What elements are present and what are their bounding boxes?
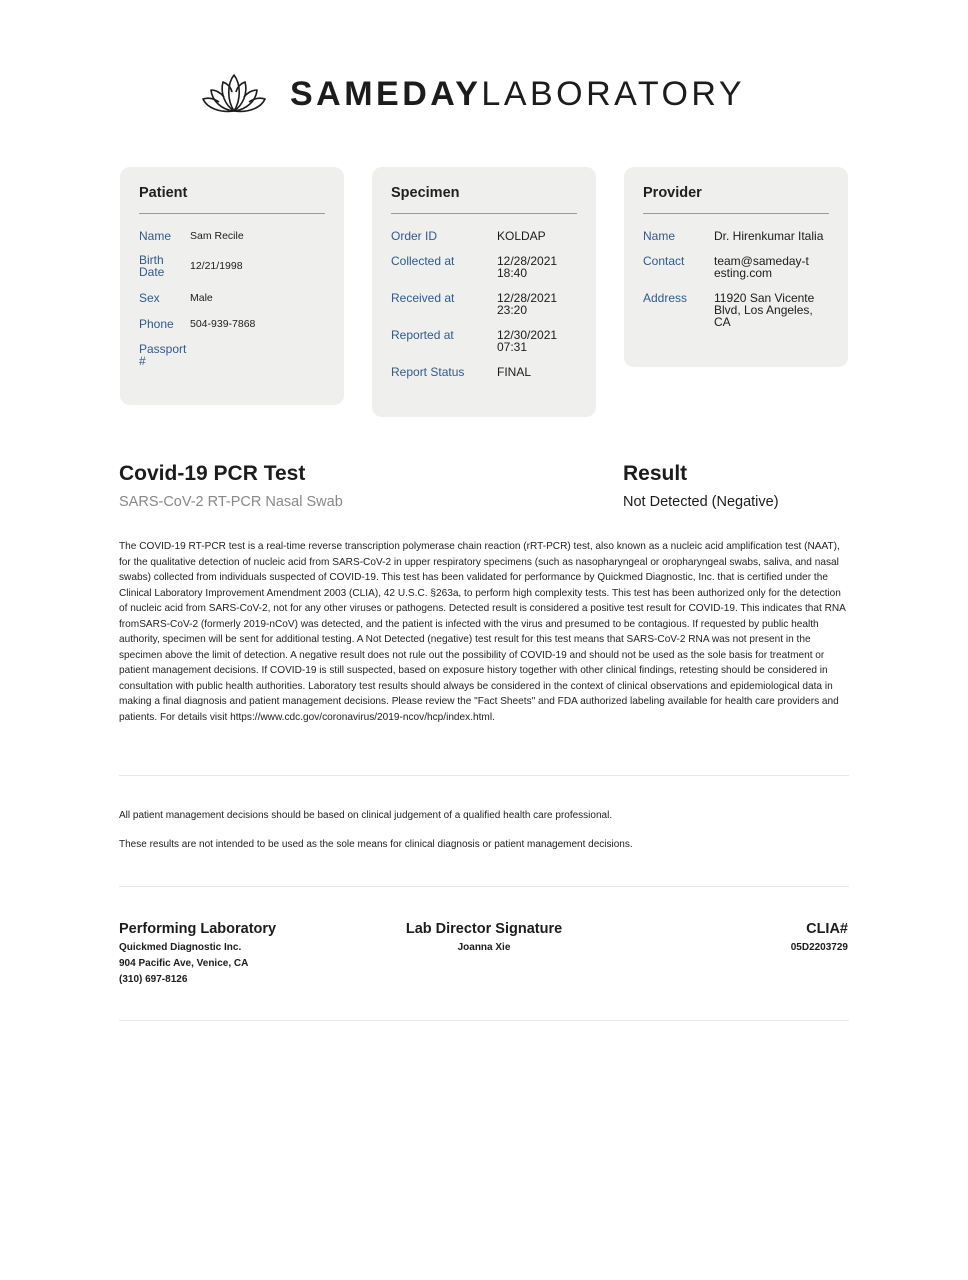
result-value: Not Detected (Negative) xyxy=(623,494,779,510)
test-description: The COVID-19 RT-PCR test is a real-time reverse transcription polymerase chain reaction (rRT-PCR) test, also known as a nucleic acid amplification test (NAAT), for the qualitative detection of nucleic acid from SARS-CoV-2 in upper respiratory specimens (such as nasopharyngeal or oropharyngeal swabs, saliva, and nasal swabs) collected from individuals suspected of COVID-19. This test has been validated for performance by Quickmed Diagnostic, Inc. that is certified under the Clinical Laboratory Improvement Amendment 2003 (CLIA), 42 U.S.C. §263a, to perform high complexity tests. This test has been authorized only for the detection of nucleic acid from SARS-CoV-2, not for any other viruses or pathogens. Detected result is considered a positive test result for COVID-19. This indicates that RNA fromSARS-CoV-2 (formerly 2019-nCoV) was detected, and the patient is infected with the virus and presumed to be contagious. If requested by public health authority, specimen will be sent for additional testing. A Not Detected (negative) test result for this test means that SARS-CoV-2 RNA was not present in the specimen above the limit of detection. A negative result does not rule out the possibility of COVID-19 and should not be used as the sole basis for treatment or patient management decisions. If COVID-19 is still suspected, based on exposure history together with other clinical findings, retesting should be considered in consultation with public health authorities. Laboratory test results should always be considered in the context of clinical observations and epidemiological data in making a final diagnosis and patient management decisions. Please review the "Fact Sheets" and FDA authorized labeling available for health care providers and patients. For details visit https://www.cdc.gov/coronavirus/2019-ncov/hcp/index.html. xyxy=(119,541,846,723)
test-subtitle: SARS-CoV-2 RT-PCR Nasal Swab xyxy=(119,494,343,510)
field-value: 12/28/2021 18:40 xyxy=(497,254,558,280)
field-value: Dr. Hirenkumar Italia xyxy=(714,229,824,243)
field-label: Name xyxy=(139,229,172,243)
field-value: 12/30/2021 07:31 xyxy=(497,328,558,354)
field-label: Collected at xyxy=(391,254,455,268)
specimen-card-title: Specimen xyxy=(391,185,577,214)
performing-lab-address: 904 Pacific Ave, Venice, CA xyxy=(119,958,249,969)
brand-name xyxy=(290,75,745,114)
field-label: Order ID xyxy=(391,229,438,243)
specimen-reported-row xyxy=(391,329,577,353)
field-value: 11920 San Vicente Blvd, Los Angeles, CA xyxy=(714,291,815,329)
field-value: Sam Recile xyxy=(190,230,244,242)
field-value: team@sameday-testing.com xyxy=(714,254,809,280)
patient-sex-row xyxy=(139,292,325,304)
field-label: Reported at xyxy=(391,328,454,342)
performing-lab-phone: (310) 697-8126 xyxy=(119,974,188,985)
brand-logo xyxy=(200,66,770,122)
lotus-logo-icon xyxy=(200,71,268,117)
field-label: Received at xyxy=(391,291,455,305)
specimen-card xyxy=(372,167,596,417)
field-value: FINAL xyxy=(497,365,532,379)
patient-card xyxy=(120,167,344,405)
provider-card xyxy=(624,167,848,367)
specimen-collected-row xyxy=(391,255,577,279)
divider xyxy=(119,1020,849,1021)
patient-card-title: Patient xyxy=(139,185,325,214)
clia-number: 05D2203729 xyxy=(790,942,848,953)
provider-address-row xyxy=(643,292,829,328)
patient-birth-date-row xyxy=(139,254,325,278)
performing-lab-title: Performing Laboratory xyxy=(119,921,277,937)
patient-name-row xyxy=(139,230,325,242)
field-value: 12/21/1998 xyxy=(190,260,243,272)
divider xyxy=(119,775,849,776)
field-label: Name xyxy=(643,229,676,243)
performing-lab-name: Quickmed Diagnostic Inc. xyxy=(119,942,242,953)
lab-director-name: Joanna Xie xyxy=(457,942,511,953)
field-label: Phone xyxy=(139,317,174,331)
patient-passport-row xyxy=(139,343,325,367)
specimen-status-row xyxy=(391,366,577,378)
patient-phone-row xyxy=(139,318,325,330)
specimen-received-row xyxy=(391,292,577,316)
field-value: 12/28/2021 23:20 xyxy=(497,291,558,317)
clia-title: CLIA# xyxy=(806,921,848,937)
lab-director-signature-title: Lab Director Signature xyxy=(405,921,563,937)
brand-name-light: LABORATORY xyxy=(481,74,746,113)
field-label: Passport # xyxy=(139,342,187,368)
result-title: Result xyxy=(623,462,688,485)
disclaimer-note: All patient management decisions should be based on clinical judgement of a qualified health care professional. xyxy=(119,810,613,821)
specimen-order-id-row xyxy=(391,230,577,242)
field-value: Male xyxy=(190,292,213,304)
disclaimer-note: These results are not intended to be used as the sole means for clinical diagnosis or patient management decisions. xyxy=(119,839,633,850)
brand-name-bold: SAMEDAY xyxy=(290,74,482,113)
field-label: Birth Date xyxy=(139,253,165,279)
divider xyxy=(119,886,849,887)
provider-contact-row xyxy=(643,255,829,279)
field-label: Report Status xyxy=(391,365,465,379)
field-value: KOLDAP xyxy=(497,229,546,243)
provider-name-row xyxy=(643,230,829,242)
field-label: Sex xyxy=(139,291,160,305)
field-value: 504-939-7868 xyxy=(190,318,256,330)
field-label: Address xyxy=(643,291,688,305)
field-label: Contact xyxy=(643,254,685,268)
provider-card-title: Provider xyxy=(643,185,829,214)
test-title: Covid-19 PCR Test xyxy=(119,462,306,485)
